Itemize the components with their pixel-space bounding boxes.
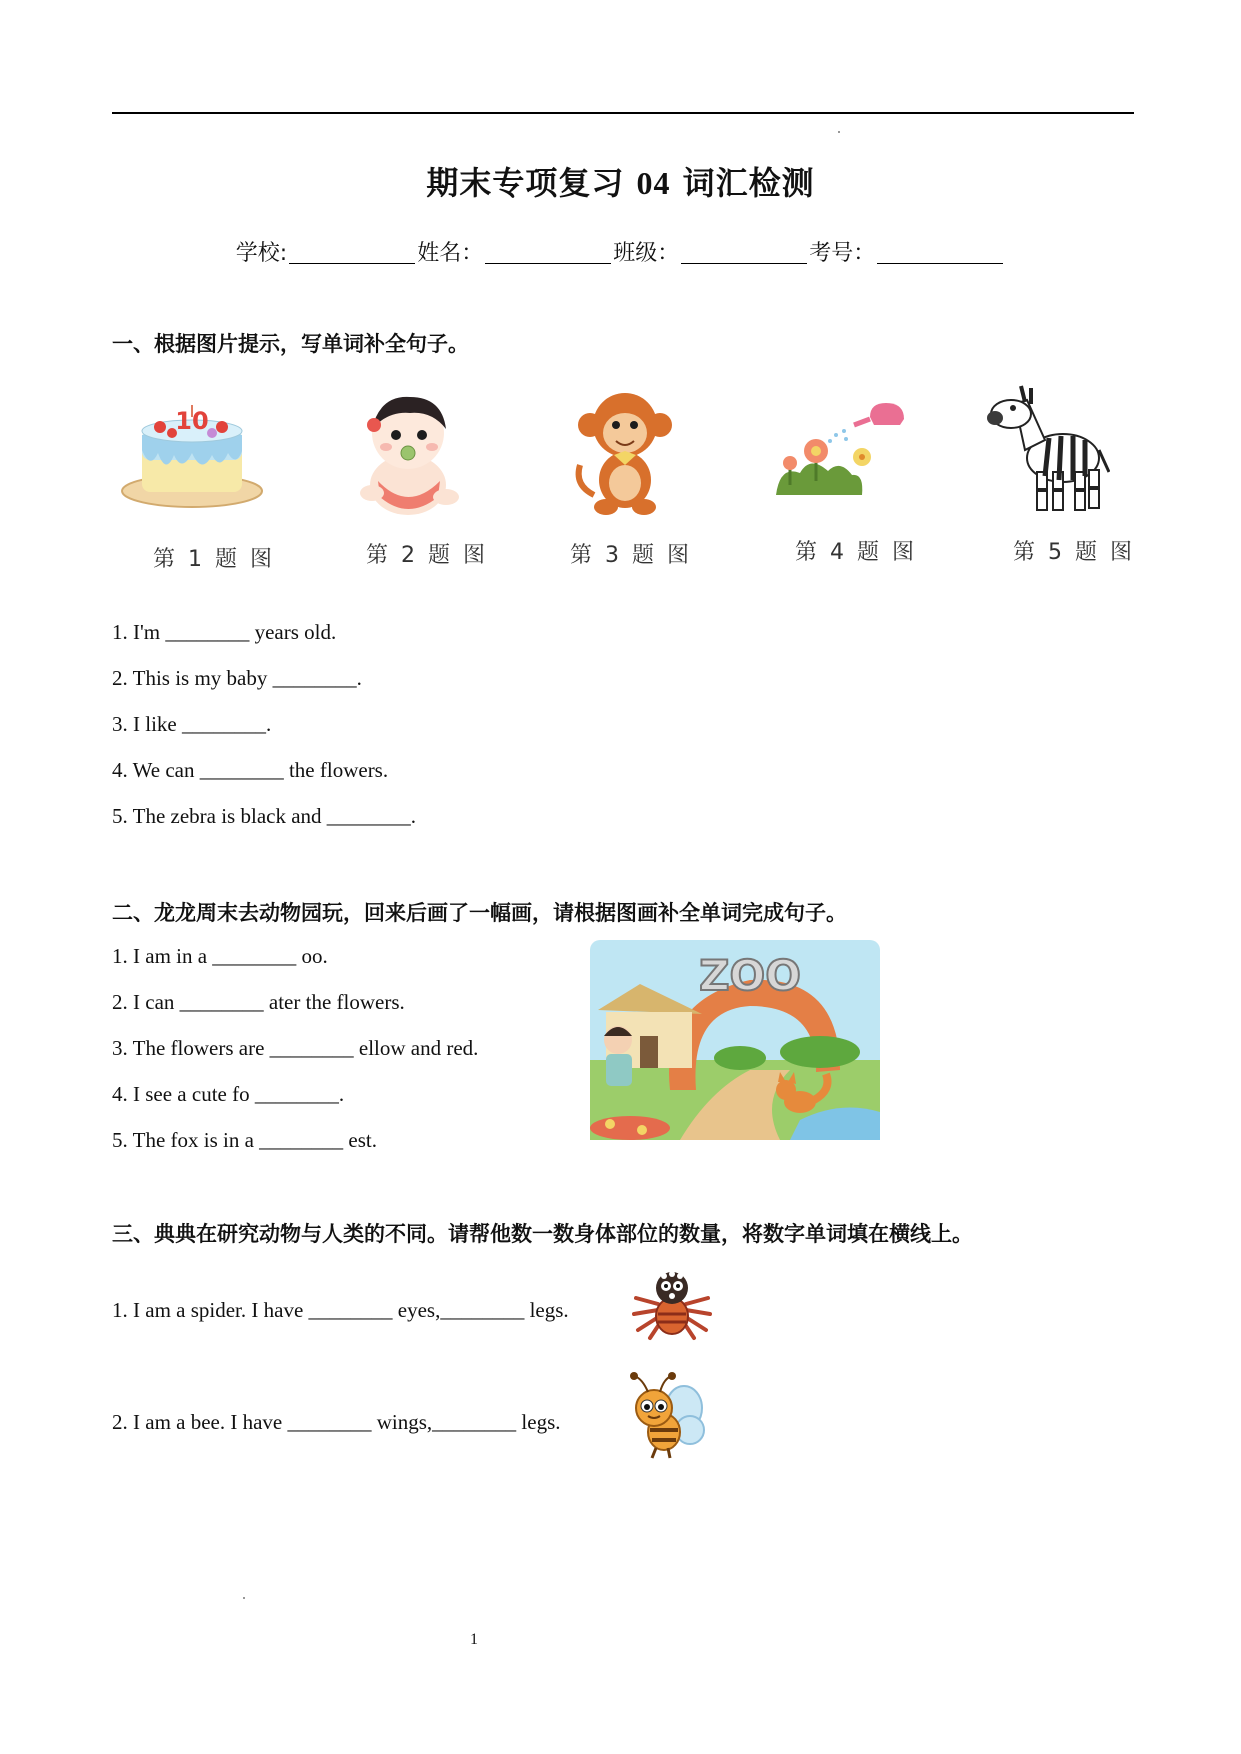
- s1-question-2: 2. This is my baby ________.: [112, 666, 362, 690]
- s2-question-4: 4. I see a cute fo ________.: [112, 1082, 345, 1106]
- monkey-icon: [570, 385, 680, 520]
- s3-question-2: 2. I am a bee. I have ________ wings,________ legs.: [112, 1410, 561, 1434]
- birthday-cake-icon: [120, 395, 265, 520]
- baby-icon: [350, 385, 470, 520]
- title-number: 04: [636, 165, 671, 201]
- bee-icon: [620, 1370, 715, 1460]
- caption-picture-2: 第 2 题 图: [366, 543, 488, 568]
- caption-picture-5: 第 5 题 图: [1013, 540, 1135, 565]
- speck: [838, 131, 840, 133]
- section2-heading: 二、龙龙周末去动物园玩，回来后画了一幅画，请根据图画补全单词完成句子。: [112, 901, 847, 925]
- watering-flowers-icon: [770, 395, 910, 505]
- cake-number: 10: [175, 407, 209, 435]
- page-number: 1: [470, 1631, 478, 1648]
- s1-question-5: 5. The zebra is black and ________.: [112, 804, 417, 828]
- s2-question-2: 2. I can ________ ater the flowers.: [112, 990, 405, 1014]
- caption-picture-3: 第 3 题 图: [570, 543, 692, 568]
- s1-question-1: 1. I'm ________ years old.: [112, 620, 337, 644]
- header-rule: [112, 112, 1134, 114]
- zoo-sign-text: ZOO: [699, 951, 801, 1000]
- s2-question-5: 5. The fox is in a ________ est.: [112, 1128, 378, 1152]
- section3-heading: 三、典典在研究动物与人类的不同。请帮他数一数身体部位的数量，将数字单词填在横线上。: [112, 1222, 973, 1246]
- student-info-line: [0, 236, 1241, 267]
- s2-question-1: 1. I am in a ________ oo.: [112, 944, 328, 968]
- school-blank[interactable]: [289, 263, 415, 264]
- title-prefix: 期末专项复习: [426, 164, 625, 202]
- section1-heading: 一、根据图片提示，写单词补全句子。: [112, 332, 469, 356]
- page-title: [0, 158, 1241, 204]
- caption-picture-1: 第 1 题 图: [153, 547, 275, 572]
- s1-question-4: 4. We can ________ the flowers.: [112, 758, 389, 782]
- title-suffix: 词汇检测: [682, 164, 815, 202]
- class-blank[interactable]: [681, 263, 807, 264]
- spider-icon: [630, 1258, 715, 1343]
- name-label: 姓名：: [417, 241, 484, 266]
- name-blank[interactable]: [485, 263, 611, 264]
- school-label: 学校:: [235, 241, 288, 266]
- zoo-scene-picture: [590, 940, 880, 1140]
- exam-no-label: 考号：: [809, 241, 876, 266]
- speck: [243, 1597, 245, 1599]
- caption-picture-4: 第 4 题 图: [795, 540, 917, 565]
- s2-question-3: 3. The flowers are ________ ellow and red.: [112, 1036, 479, 1060]
- s3-question-1: 1. I am a spider. I have ________ eyes,________ legs.: [112, 1298, 569, 1322]
- exam-no-blank[interactable]: [877, 263, 1003, 264]
- class-label: 班级：: [613, 241, 680, 266]
- s1-question-3: 3. I like ________.: [112, 712, 272, 736]
- zebra-icon: [985, 380, 1110, 520]
